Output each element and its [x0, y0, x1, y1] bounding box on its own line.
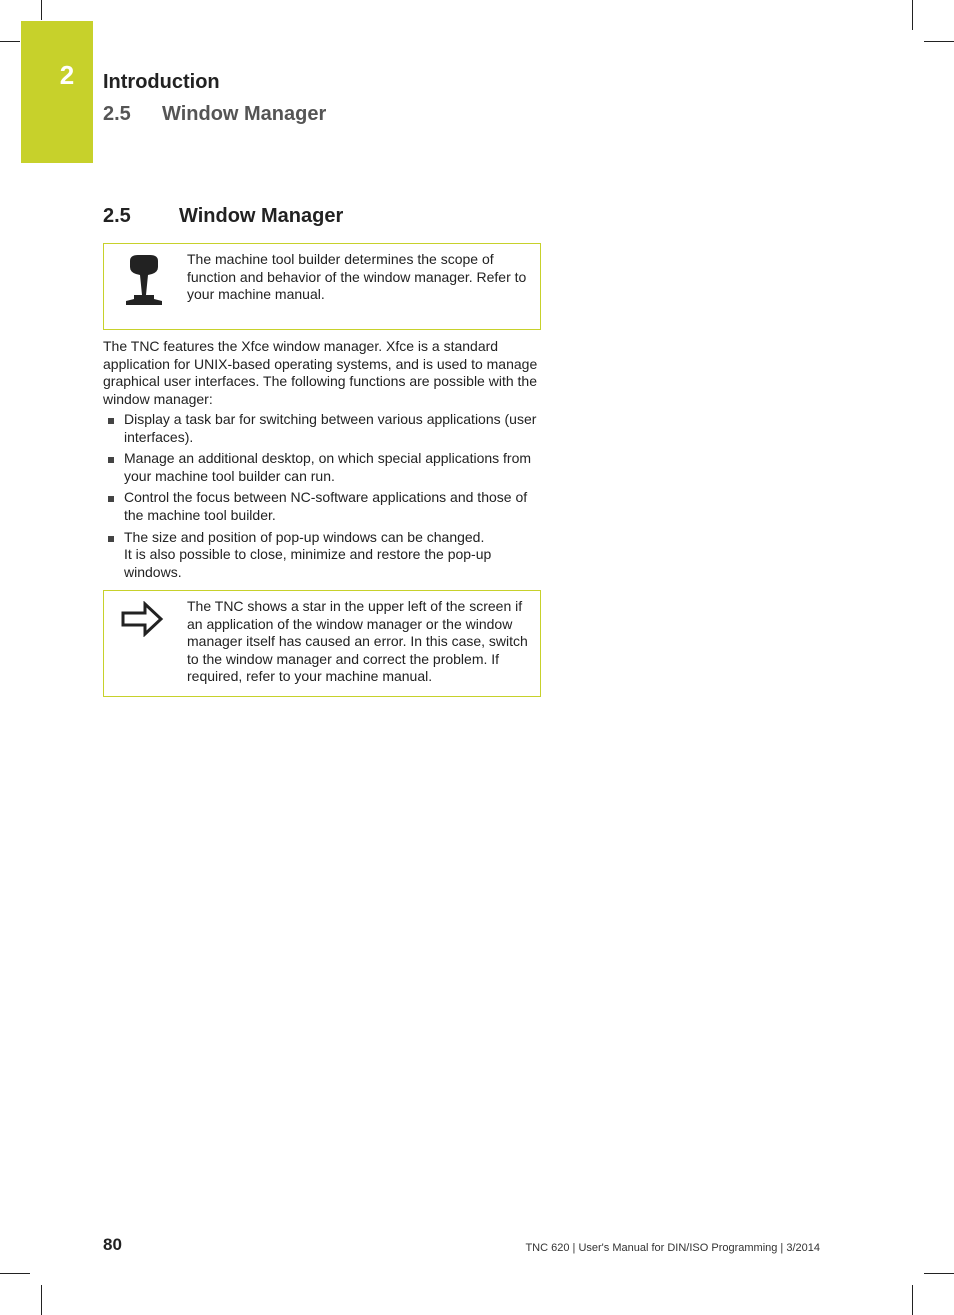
crop-mark — [924, 41, 954, 42]
chapter-tab — [21, 21, 93, 163]
hint-note-icon-cell — [104, 591, 187, 696]
hint-note-text: The TNC shows a star in the upper left of the screen if an application of the window manager or the window manager itself has caused an error. In this case, switch to the window manager and correct the problem. If required, refer to your machine manual. — [187, 598, 528, 685]
arrow-right-icon — [121, 601, 165, 637]
running-section-title — [103, 103, 326, 126]
list-item-text: Display a task bar for switching between various applications (user interfaces). — [124, 411, 537, 445]
hint-note-box — [103, 590, 541, 697]
list-item-text: The size and position of pop-up windows can be changed. — [124, 528, 485, 545]
crop-mark — [0, 1273, 30, 1274]
chapter-number: 2 — [59, 60, 75, 90]
machine-note-text: The machine tool builder determines the scope of function and behavior of the window manager. Refer to your machine manual. — [187, 251, 527, 303]
crop-mark — [912, 0, 913, 30]
bullet-square-icon — [108, 418, 114, 424]
chapter-title: Introduction — [103, 71, 220, 93]
bullet-square-icon — [108, 536, 114, 542]
section-title: Window Manager — [179, 205, 344, 227]
crop-mark — [41, 0, 42, 20]
intro-paragraph: The TNC features the Xfce window manager. Xfce is a standard application for UNIX-based operating systems, and is used to manage graphical user interfaces. The following functions are possible with the window manager: — [103, 338, 538, 407]
section-heading — [103, 205, 343, 228]
list-item — [103, 411, 543, 446]
machine-note-icon-cell — [104, 244, 187, 329]
function-list — [103, 411, 543, 585]
crop-mark — [924, 1273, 954, 1274]
bullet-square-icon — [108, 457, 114, 463]
list-item — [103, 489, 543, 524]
crop-mark — [0, 41, 20, 42]
list-item — [103, 529, 543, 582]
bullet-square-icon — [108, 496, 114, 502]
footer-doc-info: TNC 620 | User's Manual for DIN/ISO Programming | 3/2014 — [525, 1242, 820, 1254]
section-number: 2.5 — [103, 205, 131, 227]
list-item — [103, 450, 543, 485]
machine-note-box — [103, 243, 541, 330]
list-item-text: Control the focus between NC-software applications and those of the machine tool builder. — [124, 489, 528, 523]
page-number: 80 — [103, 1235, 122, 1254]
running-section-number: 2.5 — [103, 103, 131, 125]
machine-tool-icon — [124, 255, 164, 309]
running-section-label: Window Manager — [162, 103, 327, 125]
list-item-text-continued: It is also possible to close, minimize and restore the pop-up windows. — [124, 546, 492, 580]
crop-mark — [912, 1285, 913, 1315]
crop-mark — [41, 1285, 42, 1315]
list-item-text: Manage an additional desktop, on which special applications from your machine tool builder can run. — [124, 450, 532, 484]
